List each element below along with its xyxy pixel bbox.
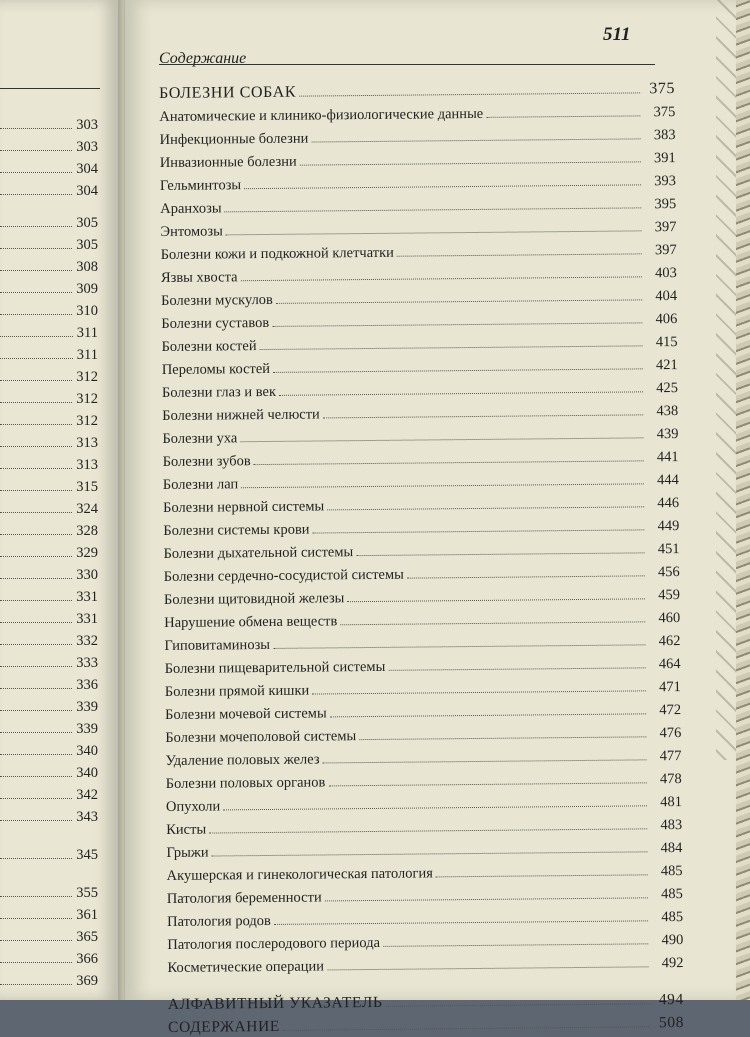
toc-entry-title: Патология беременности [166, 889, 322, 907]
left-page-number: 315 [76, 479, 98, 495]
toc-entry-title: Болезни половых органов [165, 774, 326, 792]
dot-leader [0, 775, 72, 777]
dot-leader [241, 482, 644, 488]
dot-leader [273, 643, 645, 649]
left-page-number: 304 [76, 183, 98, 199]
dot-leader [0, 467, 72, 469]
left-page-number: 342 [76, 787, 98, 803]
toc-entry-title: СОДЕРЖАНИЕ [168, 1017, 280, 1036]
left-page-entry [0, 210, 98, 232]
toc-entry-title: Энтомозы [160, 223, 223, 240]
toc-entry-page: 393 [654, 173, 677, 190]
dot-leader [0, 193, 72, 195]
toc-entry-page: 490 [661, 932, 684, 949]
left-page-entry [0, 540, 98, 562]
left-page-entry [0, 842, 98, 864]
toc-entry-page: 483 [660, 817, 683, 834]
dot-leader [299, 91, 640, 96]
dot-leader [0, 511, 72, 513]
left-page-number: 312 [76, 413, 98, 429]
toc-entry-page: 449 [657, 518, 680, 535]
toc-entry-title: Болезни лап [162, 476, 239, 493]
dot-leader [225, 206, 642, 212]
right-page [124, 0, 737, 1036]
toc-entry-page: 425 [656, 380, 679, 397]
dot-leader [0, 709, 72, 711]
left-page-entry [0, 946, 98, 968]
left-page-number: 369 [76, 973, 98, 989]
toc-entry-page: 472 [659, 702, 682, 719]
toc-entry-page: 481 [660, 794, 683, 811]
left-page-entry [0, 320, 98, 342]
dot-leader [0, 445, 72, 447]
left-page-number: 331 [76, 589, 98, 605]
left-page-entry [0, 738, 98, 760]
dot-leader [0, 127, 72, 129]
toc-entry-title: Гельминтозы [159, 177, 242, 194]
left-page-number: 355 [76, 885, 98, 901]
left-page-number: 339 [76, 699, 98, 715]
dot-leader [0, 379, 72, 381]
left-page-number: 366 [76, 951, 98, 967]
dot-leader [330, 712, 646, 717]
dot-leader [0, 489, 72, 491]
toc-entry-page: 391 [653, 150, 676, 167]
toc-entry-title: Болезни мочевой системы [165, 705, 327, 723]
dot-leader [407, 574, 645, 578]
toc-entry-title: Болезни сердечно-сосудистой системы [163, 566, 404, 585]
left-page-entry [0, 112, 98, 134]
dot-leader [0, 895, 72, 897]
left-page-entry [0, 760, 98, 782]
toc-entry-title: Нарушение обмена веществ [164, 613, 338, 631]
toc-entry-page: 459 [658, 587, 681, 604]
left-page-entry [0, 716, 98, 738]
left-page-entry [0, 156, 98, 178]
dot-leader [0, 857, 72, 859]
toc-entry-page: 471 [659, 679, 681, 696]
toc-entry-page: 485 [661, 886, 683, 903]
dot-leader [0, 269, 72, 271]
dot-leader [254, 459, 644, 465]
dot-leader [325, 896, 648, 901]
toc-entry-title: Язвы хвоста [160, 269, 238, 286]
left-page-entry [0, 782, 98, 804]
toc-entry-title: Болезни кожи и подкожной клетчатки [160, 244, 394, 263]
left-page-entry [0, 562, 98, 584]
left-page-entry [0, 364, 98, 386]
toc-entry-page: 397 [654, 219, 677, 236]
left-page-number: 313 [76, 457, 98, 473]
toc-entry-page: 476 [659, 725, 682, 742]
toc-entry-page: 478 [659, 771, 682, 788]
dot-leader [241, 275, 642, 281]
dot-leader [0, 797, 72, 799]
left-page [0, 0, 118, 1000]
toc-entry-page: 444 [657, 472, 679, 489]
toc-entry-title: БОЛЕЗНИ СОБАК [159, 83, 297, 102]
left-page-number: 311 [76, 347, 98, 363]
left-page-number: 343 [76, 809, 98, 825]
page-edge-pattern [716, 0, 736, 760]
toc-entry-page: 446 [657, 495, 680, 512]
left-page-entry [0, 584, 98, 606]
toc-entry-page: 484 [660, 840, 683, 857]
toc-entry-page: 375 [649, 80, 676, 98]
dot-leader [279, 390, 643, 395]
toc-entry-title: Анатомические и клинико-физиологические данные [159, 105, 484, 125]
toc-entry-title: Болезни мускулов [161, 291, 273, 309]
toc-entry-title: Болезни нижней челюсти [162, 406, 320, 424]
left-page-entry [0, 408, 98, 430]
left-header-rule [0, 88, 100, 89]
left-page-number: 345 [76, 847, 98, 863]
dot-leader [388, 666, 645, 670]
toc-entry-page: 395 [654, 196, 677, 213]
left-page-number: 305 [76, 215, 98, 231]
dot-leader [383, 942, 648, 947]
dot-leader [0, 313, 72, 315]
dot-leader [0, 423, 72, 425]
dot-leader [311, 137, 640, 142]
dot-leader [0, 577, 72, 579]
running-header: Содержание [159, 50, 247, 67]
dot-leader [0, 687, 72, 689]
toc-entry-title: Инфекционные болезни [159, 130, 309, 148]
left-page-entry [0, 804, 98, 826]
dot-leader [340, 620, 645, 625]
toc-entry-title: Патология послеродового периода [167, 934, 381, 953]
dot-leader [0, 819, 72, 821]
dot-leader [385, 1002, 648, 1007]
toc-entry-title: Гиповитаминозы [164, 636, 271, 654]
left-page-number: 310 [76, 303, 98, 319]
toc-entry-page: 508 [658, 1014, 685, 1032]
toc-entry-title: Болезни уха [162, 430, 238, 447]
toc-entry-title: Болезни глаз и век [161, 383, 277, 401]
toc-entry-title: Болезни нервной системы [163, 498, 325, 516]
toc-entry-page: 477 [659, 748, 682, 765]
left-page-entry [0, 452, 98, 474]
left-page-entry [0, 924, 98, 946]
toc-entry-page: 494 [658, 991, 684, 1009]
dot-leader [274, 919, 648, 925]
dot-leader [272, 321, 642, 327]
toc-entry-page: 462 [658, 633, 681, 650]
toc-entry-page: 439 [656, 426, 679, 443]
left-page-number: 308 [76, 259, 98, 275]
left-page-number: 365 [76, 929, 98, 945]
toc-entry-title: Болезни суставов [161, 314, 270, 332]
left-page-number: 331 [76, 611, 98, 627]
toc-entry-title: Акушерская и гинекологическая патология [166, 865, 433, 884]
dot-leader [397, 252, 642, 256]
toc-entry-title: Опухоли [165, 798, 221, 815]
dot-leader [209, 827, 647, 833]
dot-leader [0, 939, 72, 941]
dot-leader [0, 149, 72, 151]
dot-leader [0, 621, 72, 623]
left-page-number: 309 [76, 281, 98, 297]
dot-leader [0, 961, 72, 963]
left-page-entry [0, 650, 98, 672]
dot-leader [436, 873, 648, 877]
toc-entry-title: Аранхозы [160, 200, 222, 217]
dot-leader [0, 643, 72, 645]
toc-entry-title: Инвазионные болезни [159, 153, 297, 171]
toc-entry-page: 441 [656, 449, 679, 466]
left-page-entry [0, 496, 98, 518]
left-page-number: 324 [76, 501, 98, 517]
toc-entry-page: 485 [660, 863, 683, 880]
dot-leader [244, 183, 641, 189]
toc-entry-page: 404 [655, 288, 678, 305]
left-page-number: 332 [76, 633, 98, 649]
left-page-entry [0, 232, 98, 254]
dot-leader [0, 983, 72, 985]
dot-leader [0, 533, 72, 535]
left-page-entry [0, 518, 98, 540]
toc-entry-page: 406 [655, 311, 678, 328]
left-page-entry [0, 880, 98, 902]
dot-leader [0, 401, 72, 403]
toc-entry-page: 485 [661, 909, 684, 926]
dot-leader [312, 689, 646, 694]
toc-entry-page: 375 [653, 104, 676, 121]
left-page-entry [0, 430, 98, 452]
dot-leader [347, 597, 645, 602]
toc-entry-title: Болезни пищеварительной системы [164, 658, 386, 677]
left-page-entry [0, 134, 98, 156]
left-page-number: 333 [76, 655, 98, 671]
left-page-entry [0, 342, 98, 364]
toc-entry-page: 403 [655, 265, 677, 282]
toc-entry-title: АЛФАВИТНЫЙ УКАЗАТЕЛЬ [167, 993, 383, 1013]
left-page-number: 304 [76, 161, 98, 177]
dot-leader [240, 436, 643, 442]
dot-leader [223, 804, 647, 810]
dot-leader [276, 298, 642, 304]
left-page-entry [0, 672, 98, 694]
left-page-number: 312 [76, 391, 98, 407]
dot-leader [226, 229, 642, 235]
dot-leader [356, 551, 644, 556]
left-page-entry [0, 178, 98, 200]
dot-leader [0, 291, 72, 293]
left-page-entry [0, 694, 98, 716]
left-page-number: 329 [76, 545, 98, 561]
table-of-contents [159, 75, 684, 1037]
left-page-number: 313 [76, 435, 98, 451]
left-page-entry [0, 902, 98, 924]
left-page-number: 339 [76, 721, 98, 737]
left-page-number: 312 [76, 369, 98, 385]
dot-leader [212, 850, 648, 856]
dot-leader [0, 917, 72, 919]
left-page-number: 303 [76, 139, 98, 155]
left-page-number: 303 [76, 117, 98, 133]
dot-leader [0, 247, 72, 249]
left-page-number: 328 [76, 523, 98, 539]
dot-leader [0, 225, 72, 227]
dot-leader [273, 367, 643, 373]
toc-entry-page: 383 [653, 127, 676, 144]
toc-entry-title: Грыжи [166, 844, 209, 861]
left-page-entry [0, 628, 98, 650]
dot-leader [283, 1025, 649, 1031]
toc-entry-title: Болезни прямой кишки [164, 682, 310, 700]
dot-leader [328, 781, 646, 786]
toc-entry-page: 451 [657, 541, 680, 558]
toc-entry-title: Болезни дыхательной системы [163, 544, 354, 562]
dot-leader [0, 731, 72, 733]
dot-leader [0, 335, 73, 337]
header-rule [159, 64, 655, 65]
toc-entry-page: 421 [655, 357, 678, 374]
dot-leader [0, 171, 72, 173]
toc-entry-title: Болезни зубов [162, 453, 251, 470]
toc-entry-title: Болезни костей [161, 338, 257, 355]
left-page-number: 336 [76, 677, 98, 693]
left-page-number: 330 [76, 567, 98, 583]
toc-entry-page: 456 [657, 564, 680, 581]
left-page-number: 340 [76, 765, 98, 781]
dot-leader [0, 555, 72, 557]
left-page-number: 340 [76, 743, 98, 759]
toc-entry-title: Патология родов [167, 912, 271, 930]
left-page-entry [0, 298, 98, 320]
dot-leader [359, 735, 646, 740]
toc-entry-page: 415 [655, 334, 678, 351]
dot-leader [0, 357, 73, 359]
toc-entry-title: Болезни мочеполовой системы [165, 728, 357, 746]
dot-leader [486, 114, 640, 117]
left-page-entry [0, 386, 98, 408]
dot-leader [327, 965, 648, 970]
left-page-number: 311 [76, 325, 98, 341]
left-page-entry [0, 606, 98, 628]
dot-leader [260, 344, 643, 350]
left-page-entry [0, 276, 98, 298]
toc-entry-page: 438 [656, 403, 679, 420]
left-page-number: 305 [76, 237, 98, 253]
toc-entry-page: 464 [658, 656, 681, 673]
dot-leader [313, 528, 645, 533]
left-page-entry [0, 254, 98, 276]
toc-entry-title: Удаление половых желез [165, 751, 320, 769]
book-edge [736, 0, 750, 1000]
toc-entry-page: 492 [661, 955, 684, 972]
dot-leader [0, 665, 72, 667]
toc-entry-title: Переломы костей [161, 360, 271, 378]
dot-leader [300, 160, 641, 165]
toc-entry-title: Болезни щитовидной железы [163, 590, 345, 608]
dot-leader [323, 758, 647, 763]
dot-leader [0, 753, 72, 755]
left-page-number: 361 [76, 907, 98, 923]
toc-entry-title: Косметические операции [167, 958, 325, 976]
toc-entry-page: 460 [658, 610, 681, 627]
toc-entry-title: Кисты [166, 821, 207, 838]
dot-leader [323, 413, 643, 418]
page-number: 511 [603, 24, 631, 45]
toc-entry-page: 397 [654, 242, 677, 259]
left-page-entry [0, 474, 98, 496]
dot-leader [327, 505, 644, 510]
toc-entry-title: Болезни системы крови [163, 521, 310, 539]
left-page-entry [0, 968, 98, 990]
dot-leader [0, 599, 72, 601]
